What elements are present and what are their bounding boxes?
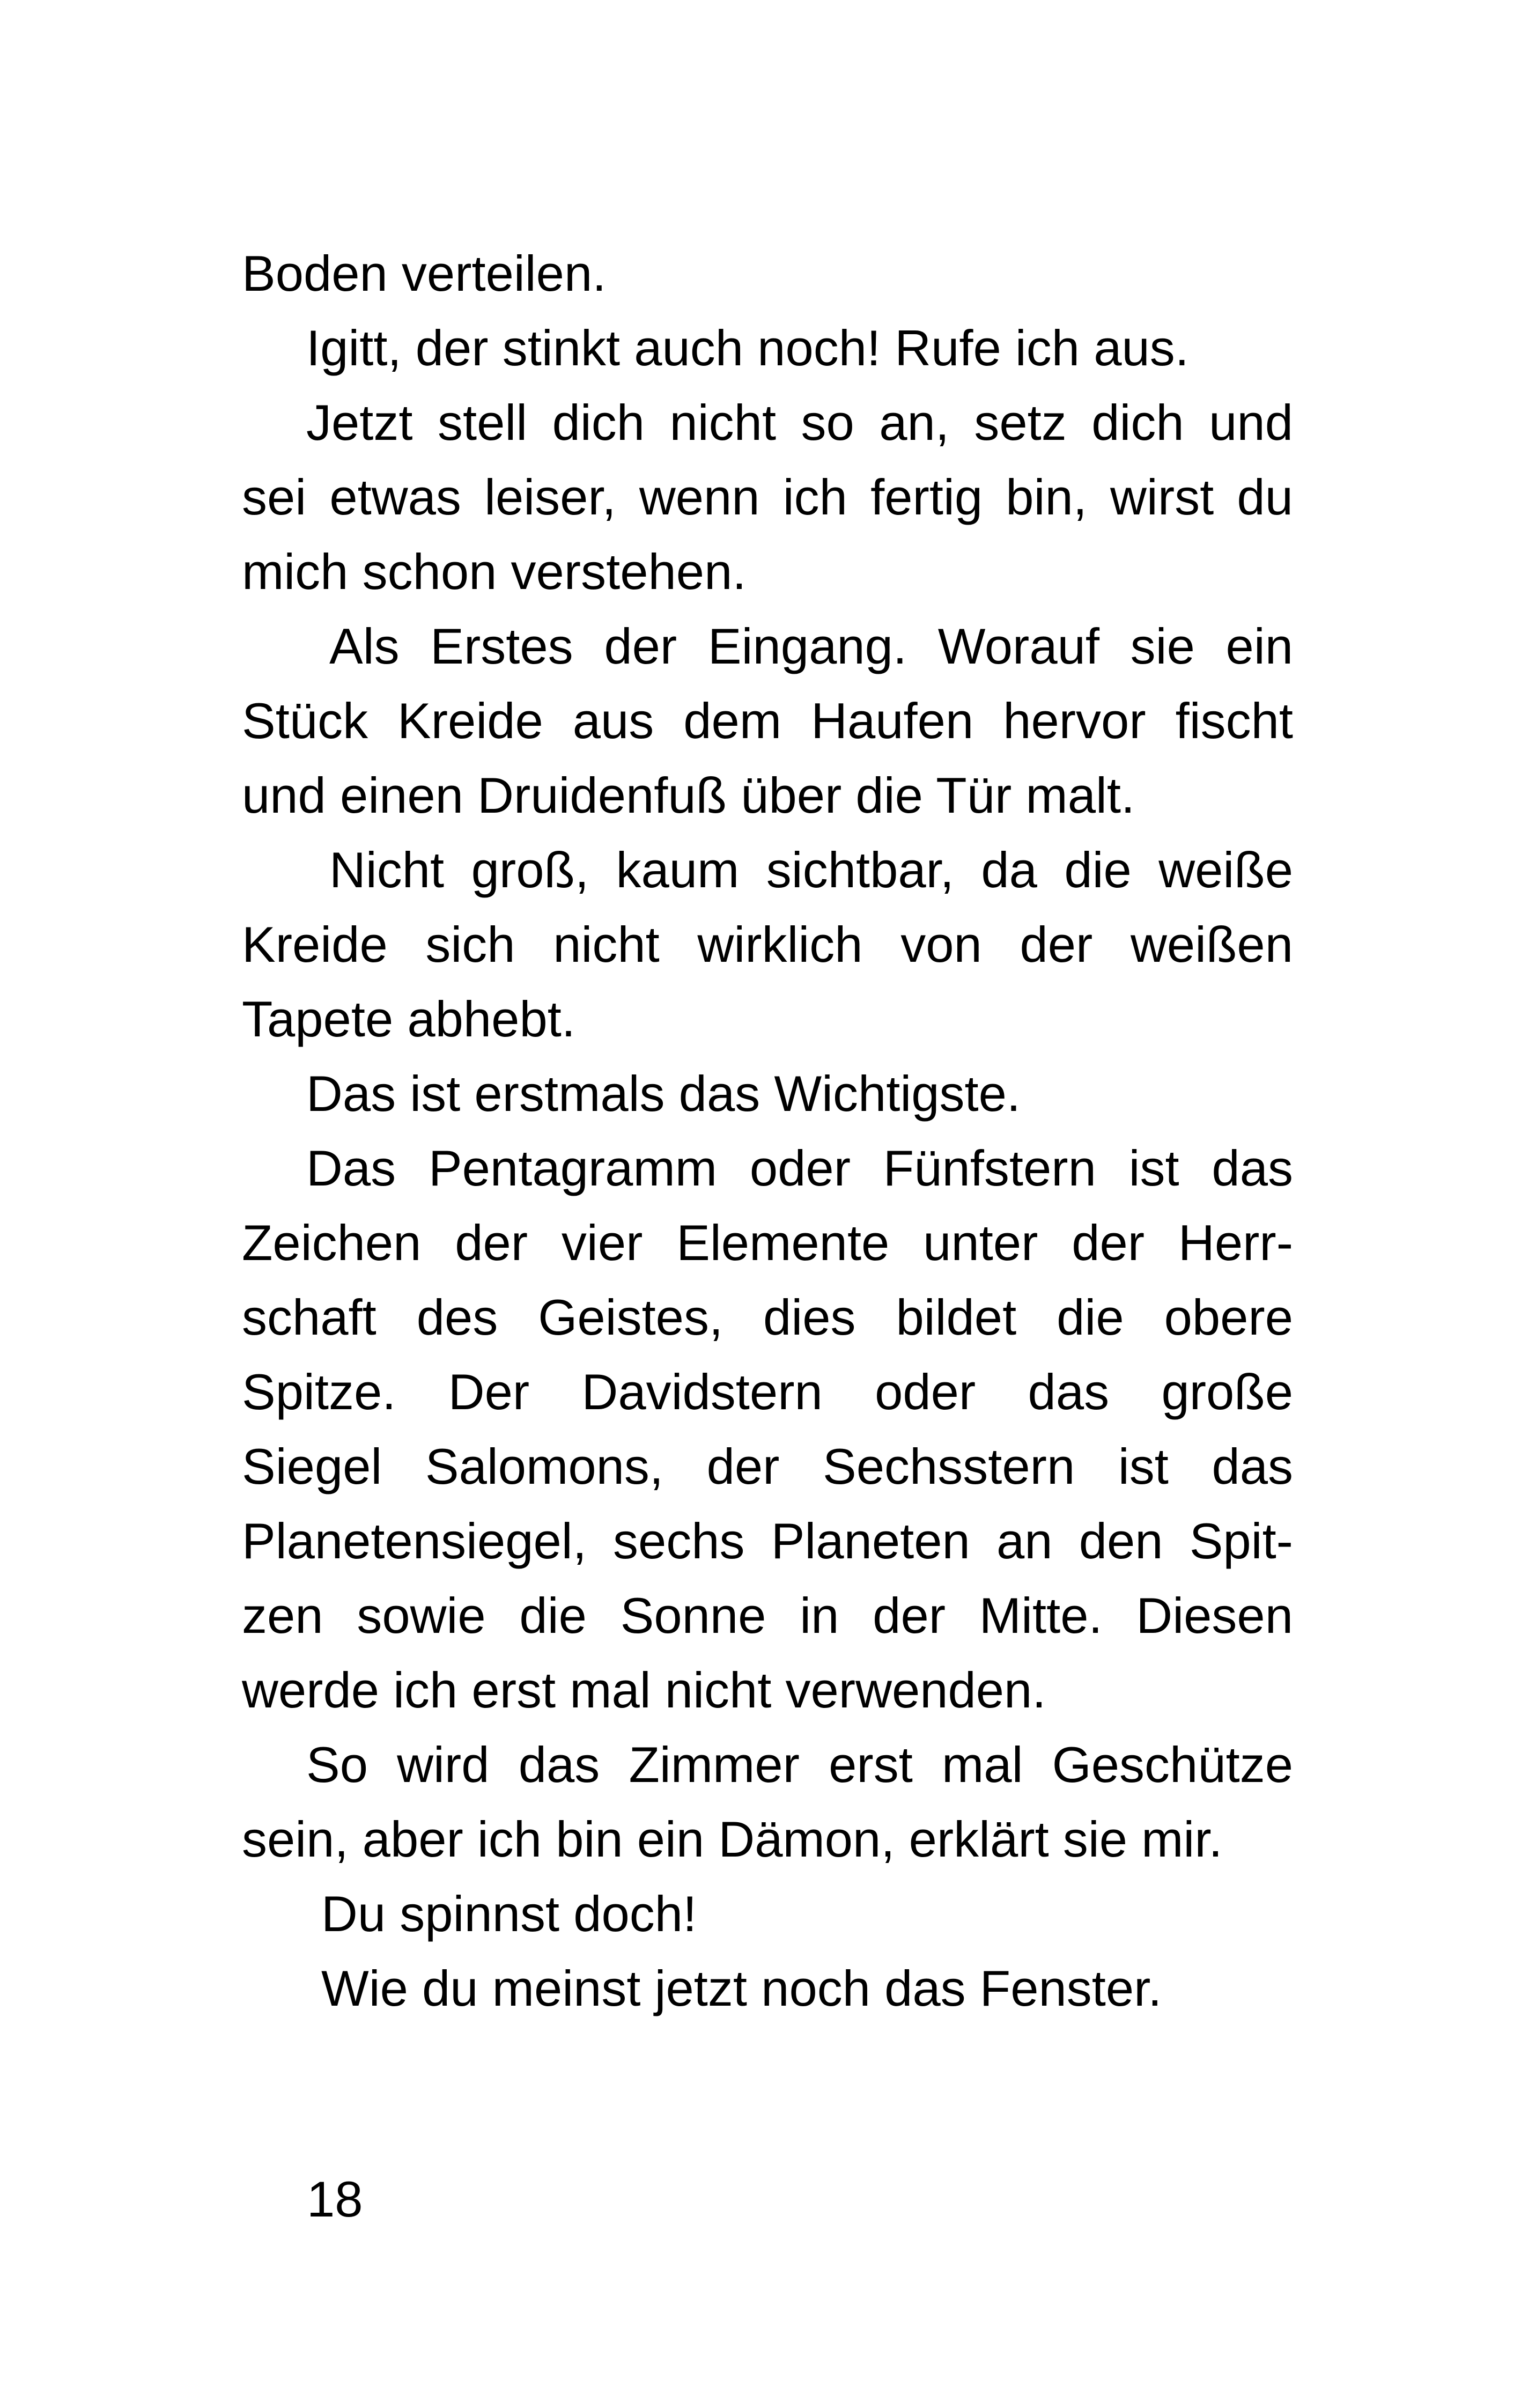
text-line: zen sowie die Sonne in der Mitte. Diesen — [242, 1587, 1293, 1644]
page-body-text — [242, 236, 1293, 2026]
text-line: Boden verteilen. — [242, 245, 607, 301]
text-line: Als Erstes der Eingang. Worauf sie ein — [329, 618, 1293, 674]
text-line: werde ich erst mal nicht verwenden. — [242, 1662, 1046, 1718]
text-line: und einen Druidenfuß über die Tür malt. — [242, 767, 1135, 823]
text-line: So wird das Zimmer erst mal Geschütze — [306, 1736, 1293, 1793]
text-line: Du spinnst doch! — [321, 1886, 697, 1942]
text-line: Nicht groß, kaum sichtbar, da die weiße — [329, 842, 1293, 898]
text-line: Zeichen der vier Elemente unter der Herr- — [242, 1214, 1293, 1271]
text-line: sei etwas leiser, wenn ich fertig bin, wirst du — [242, 469, 1293, 525]
text-line: mich schon verstehen. — [242, 543, 747, 600]
text-line: Tapete abhebt. — [242, 991, 575, 1047]
text-line: Igitt, der stinkt auch noch! Rufe ich aus. — [306, 320, 1189, 376]
page-number: 18 — [307, 2171, 363, 2227]
text-line: schaft des Geistes, dies bildet die obere — [242, 1289, 1293, 1345]
text-line: sein, aber ich bin ein Dämon, erklärt sie mir. — [242, 1811, 1223, 1867]
text-line: Kreide sich nicht wirklich von der weißen — [242, 916, 1293, 973]
text-line: Das ist erstmals das Wichtigste. — [306, 1065, 1021, 1122]
text-line: Das Pentagramm oder Fünfstern ist das — [306, 1140, 1293, 1196]
text-line: Stück Kreide aus dem Haufen hervor fischt — [242, 693, 1293, 749]
text-line: Planetensiegel, sechs Planeten an den Spit- — [242, 1513, 1293, 1569]
text-line: Jetzt stell dich nicht so an, setz dich und — [306, 394, 1293, 451]
text-line: Siegel Salomons, der Sechsstern ist das — [242, 1438, 1293, 1494]
text-line: Wie du meinst jetzt noch das Fenster. — [321, 1960, 1162, 2016]
text-line: Spitze. Der Davidstern oder das große — [242, 1364, 1293, 1420]
